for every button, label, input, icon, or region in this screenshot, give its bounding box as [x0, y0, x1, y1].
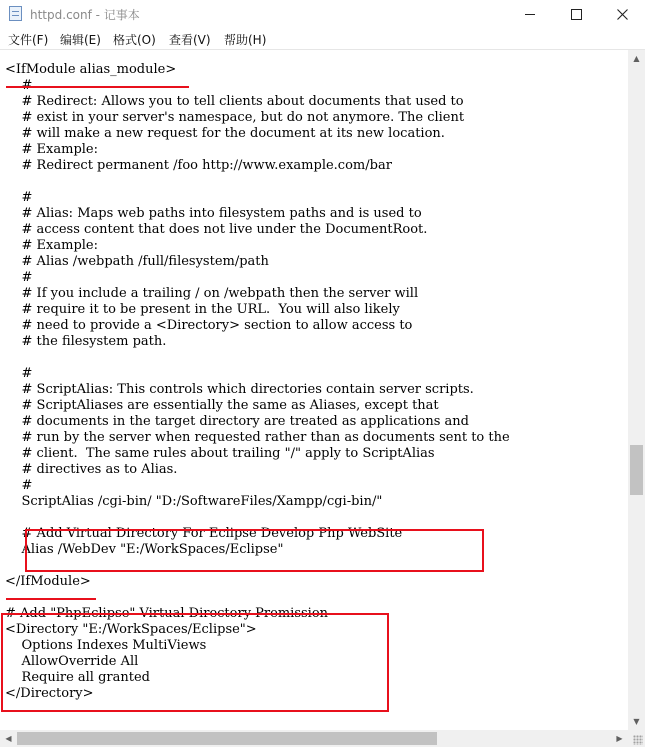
document-text[interactable]: <IfModule alias_module> # Redirect: Allows you to tell clients about documents that used to # exist in your server's namespace, but do not anymore. The client # will make a new request for the document at its new location. # Example: # Redirect permanent /foo http://www.example.com/bar # # Alias: Maps web paths into filesystem paths and is used to # access content that does not live under the DocumentRoot. # Example: # Alias /webpath /full/filesystem/path # # If you include a trailing / on /webpath then the server will # require it to be present in the URL. You will also likely # need to provide a <Directory> section to allow access to # the filesystem path. # # ScriptAlias: This controls which directories contain server scripts. # ScriptAliases are essentially the same as Aliases, except that # documents in the target directory are treated as applications and # run by the server when requested rather than as documents sent to the # client. The same rules about trailing "/" apply to ScriptAlias # directives as to Alias. # ScriptAlias /cgi-bin/ "D:/SoftwareFiles/Xampp/cgi-bin/" # Add Virtual Directory For Eclipse Develop Php WebSite Alias /WebDev "E:/WorkSpaces/Eclipse" </IfModule> # Add "PhpEclipse" Virtual Directory Premission <Directory "E:/WorkSpaces/Eclipse"> Options Indexes MultiViews AllowOverride All Require all granted </Directory>	[5, 62, 510, 701]
maximize-button[interactable]	[553, 0, 599, 29]
menu-format[interactable]: 格式(O)	[113, 33, 156, 47]
minimize-button[interactable]	[507, 0, 553, 29]
resize-grip-icon	[633, 735, 643, 745]
title-bar[interactable]	[0, 0, 645, 29]
window-title: httpd.conf - 记事本	[30, 8, 140, 22]
scroll-right-arrow-icon[interactable]: ▶	[616, 734, 623, 743]
scroll-down-arrow-icon[interactable]: ▼	[633, 717, 640, 726]
vertical-scroll-thumb[interactable]	[630, 445, 643, 495]
menu-bar	[0, 29, 645, 50]
annotation-box-virtual-directory	[25, 529, 484, 572]
close-icon	[617, 9, 628, 20]
maximize-icon	[571, 9, 582, 20]
horizontal-scroll-thumb[interactable]	[17, 732, 437, 745]
scroll-left-arrow-icon[interactable]: ◀	[5, 734, 12, 743]
menu-file[interactable]: 文件(F)	[8, 33, 49, 47]
resize-corner[interactable]	[628, 730, 645, 747]
minimize-icon	[525, 14, 535, 15]
menu-help[interactable]: 帮助(H)	[224, 33, 267, 47]
scroll-up-arrow-icon[interactable]: ▲	[633, 54, 640, 63]
annotation-box-directory-block	[1, 613, 389, 712]
close-button[interactable]	[599, 0, 645, 29]
menu-view[interactable]: 查看(V)	[169, 33, 211, 47]
annotation-underline-ifmodule-close	[6, 598, 96, 600]
vertical-scrollbar[interactable]	[628, 50, 645, 730]
menu-edit[interactable]: 编辑(E)	[60, 33, 101, 47]
annotation-underline-ifmodule-open	[6, 86, 189, 88]
notepad-icon	[9, 6, 22, 21]
horizontal-scrollbar[interactable]	[0, 730, 628, 747]
